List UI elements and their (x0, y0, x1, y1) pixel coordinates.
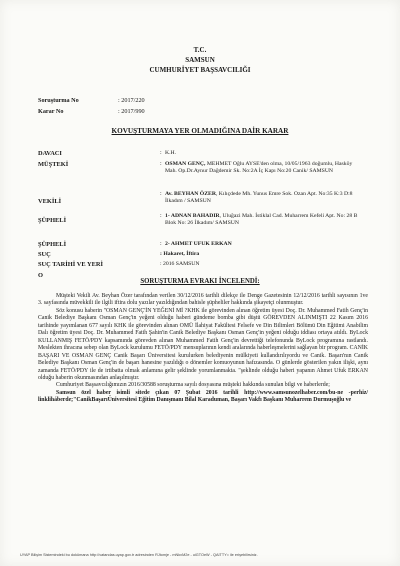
complainant-detail: MEHMET Oğlu AYSE'den olma, 10/05/1963 doğumlu, Hasköy Mah. Op.Dr.Aynur Dağdemir Sk. No:2A İç Kapı No:20 Canik/ SAMSUN (165, 161, 353, 175)
suspect-2-label: ŞÜPHELİ (38, 241, 67, 248)
decision-body (38, 293, 368, 405)
paragraph: Cumhuriyet Başsavcılığımızın 2016/30588 soruşturma sayılı dosyasına müşteki hakkında sunulan bilgi ve haberlerde; (56, 382, 330, 389)
investigation-number-value: : 2017/220 (118, 97, 145, 104)
decision-number (38, 108, 145, 115)
complainant-label: MÜŞTEKİ (38, 161, 69, 168)
plaintiff-value: K.H. (165, 150, 177, 156)
plaintiff-label: DAVACI (38, 150, 62, 157)
suspect-1-detail: , Uluğazi Mah. İstiklal Cad. Muharrem Kefeli Apt. No: 28 B Blok No: 26 İlkadım/ SAMSUN (165, 213, 358, 227)
footer-verification-note: UYAP Bilişim Sistemindeki bu dokümana http://vatandas.uyap.gov.tr adresinden RJtomje - mNkxM2e - uiGTOeW - QAITTY= ile erişebilirsiniz. (20, 553, 258, 557)
o-label: O (38, 272, 43, 279)
crime-label: SUÇ (38, 251, 51, 258)
investigation-number-label: Soruşturma No (38, 97, 79, 104)
header-city: SAMSUN (185, 56, 215, 64)
suspect-1-value (165, 213, 365, 227)
attorney-detail: , Kılıçdede Mh. Yunus Emre Sok. Ozan Apt. No:35 K:3 D:8 İlkadım / SAMSUN (165, 191, 353, 205)
colon: : (160, 213, 162, 219)
crime-value: : Hakaret, İftira (160, 251, 200, 257)
paragraph: Samsun özel haber isimli sitede çıkan 07 Şubat 2016 tarihli http://www.samsunozelhaber.com/bu-ne -perhiz/ linkliháberde;"CanikBaşarıÜniversitesi Eğitim Danışmanı Bilal Karaduman, Başarı Vakfı Başkanı Muharrem Durmuşoğlu ve (38, 389, 368, 404)
header-country: T.C. (193, 46, 207, 54)
paragraph: Müşteki Vekili Av. Beyhan Özer tarafından verilen 30/12/2016 tarihli dilekçe ile Denge Gazetesinin 12/12/2016 tarihli sayısının 1ve 3. sayfasında müvekkili ile ilgili iftira dolu yazılar yazıldığından bahisle şüpheliler hakkında şikayetçi olunmuştur. (38, 293, 368, 307)
decision-number-label: Karar No (38, 108, 64, 115)
decision-number-value: : 2017/990 (118, 108, 145, 115)
suspect-1-label: ŞÜPHELİ (38, 217, 67, 224)
header-office: CUMHURİYET BAŞSAVCILIĞI (149, 66, 251, 74)
colon: : (160, 161, 162, 167)
paragraph: Söz konusu haberin "OSMAN GENÇ'İN YEĞENİ Mİ ?KHK ile görevinden alınan öğretim üyesi Doç. Dr. Muhammed Fatih Genç'in Canik Belediye Başkanı Osman Genç'in yeğeni olduğu haberi gündeme bomba gibi düştü GÖREVDEN ALINMIŞTI 22 Kasım 2016 tarihinde yayımlanan 677 sayılı KHK ile görevinden alınan OMÜ İlahiyat Fakültesi Felsefe ve Din Bilimleri Bölümü Din Eğitimi Anabilim Dalı öğretim üyesi Doç. Dr. Muhammed Fatih Şahin'in Canik Belediye Başkanı Osman Genç'in yeğeni olduğu iddiası ortaya atıldı. ByLock KULLANMIŞ FETÖ/PDY kapsamında görevden alınan Muhammed Fatih Genç'in devrettiği telefonunda ByLock programına rastlandı. Meslekten ihracına sebep olan ByLock kurulumu FETÖ/PDY mensuplarının kendi aralarında haberleşmelerini sağlayan bir program. CANİK BAŞARI VE OSMAN GENÇ Canik Başarı Üniversitesi kurulurken belediyenin mülkiyeti kullandırılıyordu ve Canik. Başarı'nın Canik Belediye Başkanı Osman Genç'in de başarı hanesine yazıldığı o dönemler komuoyunun hafızasında. O günlerde gösterilen yakın ilişki, aynı zamanda FETÖ/PDY ile de irtibatta olmak anlamına gelir şeklinde yorumlanmakta. "şeklinde olduğu haberi yapanın Ahmet Ufuk ERKAN olduğu haberin okunmasından anlaşılmıştır. (38, 307, 368, 381)
colon: : (160, 150, 162, 156)
attorney-value (165, 191, 365, 205)
colon: : (160, 191, 162, 197)
complainant-value (165, 161, 365, 175)
crime-date-value: : 2016 SAMSUN (160, 261, 200, 267)
attorney-label: VEKİLİ (38, 198, 62, 205)
section-title: SORUŞTURMA EVRAKI İNCELENDİ: (140, 278, 260, 285)
colon: : (160, 241, 162, 247)
crime-date-label: SUÇ TARİHİ VE YERİ (38, 261, 103, 268)
suspect-2-value (165, 241, 365, 248)
suspect-2-name: 2- AHMET UFUK ERKAN (165, 241, 232, 247)
suspect-1-name: 1- ADNAN BAHADIR (165, 213, 220, 219)
attorney-name: Av. BEYHAN ÖZER (165, 191, 216, 197)
document-title: KOVUŞTURMAYA YER OLMADIĞINA DAİR KARAR (111, 127, 289, 135)
investigation-number (38, 97, 145, 104)
complainant-name: OSMAN GENÇ, (165, 161, 206, 167)
